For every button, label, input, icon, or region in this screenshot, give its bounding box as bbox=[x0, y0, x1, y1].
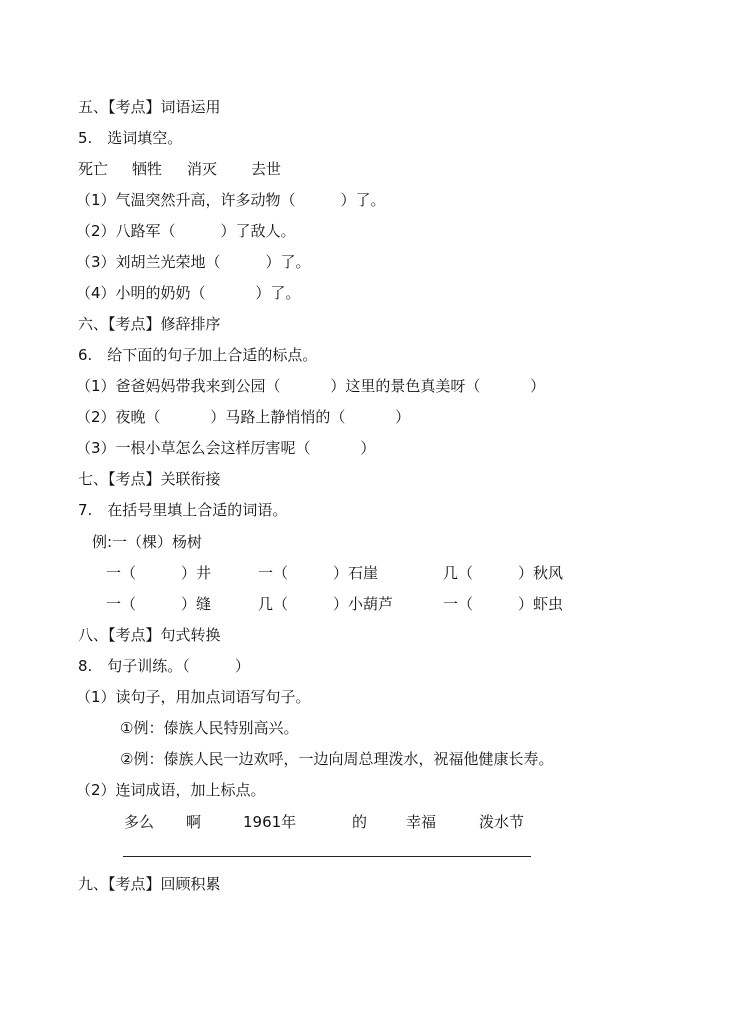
section-5-title: 五、【考点】词语运用 bbox=[78, 98, 221, 116]
q8-word-6: 泼水节 bbox=[479, 813, 525, 831]
question-7: 7. 在括号里填上合适的词语。 bbox=[78, 501, 288, 519]
q5-item-1: （1）气温突然升高，许多动物（ ）了。 bbox=[76, 191, 386, 209]
q8-word-3: 1961年 bbox=[243, 813, 297, 831]
question-5: 5. 选词填空。 bbox=[78, 129, 183, 147]
q6-item-1: （1）爸爸妈妈带我来到公园（ ）这里的景色真美呀（ ） bbox=[76, 377, 546, 395]
word-choice-2: 牺牲 bbox=[132, 160, 163, 178]
q8-part-1: （1）读句子，用加点词语写句子。 bbox=[76, 688, 311, 706]
q7-row1-item-2: 一（ ）石崖 bbox=[258, 564, 379, 582]
q8-example-2: ②例：傣族人民一边欢呼，一边向周总理泼水，祝福他健康长寿。 bbox=[120, 750, 554, 768]
q6-item-2: （2）夜晚（ ）马路上静悄悄的（ ） bbox=[76, 408, 411, 426]
answer-line[interactable] bbox=[123, 856, 531, 857]
q8-word-5: 幸福 bbox=[406, 813, 437, 831]
q5-item-3: （3）刘胡兰光荣地（ ）了。 bbox=[76, 253, 311, 271]
q8-word-4: 的 bbox=[352, 813, 368, 831]
q7-row1-item-1: 一（ ）井 bbox=[106, 564, 212, 582]
q8-word-2: 啊 bbox=[186, 813, 202, 831]
section-7-title: 七、【考点】关联衔接 bbox=[78, 470, 221, 488]
section-6-title: 六、【考点】修辞排序 bbox=[78, 315, 221, 333]
q7-row2-item-3: 一（ ）虾虫 bbox=[443, 595, 564, 613]
question-8: 8. 句子训练。（ ） bbox=[78, 657, 250, 675]
q8-part-2: （2）连词成语，加上标点。 bbox=[76, 781, 266, 799]
q5-item-4: （4）小明的奶奶（ ）了。 bbox=[76, 284, 301, 302]
q7-example: 例:一（棵）杨树 bbox=[92, 533, 203, 551]
q8-example-1: ①例：傣族人民特别高兴。 bbox=[120, 719, 299, 737]
word-choice-1: 死亡 bbox=[78, 160, 109, 178]
q8-word-1: 多么 bbox=[124, 813, 155, 831]
q7-row2-item-1: 一（ ）缝 bbox=[106, 595, 212, 613]
q7-row1-item-3: 几（ ）秋风 bbox=[443, 564, 564, 582]
section-9-title: 九、【考点】回顾积累 bbox=[78, 875, 221, 893]
word-choice-3: 消灭 bbox=[187, 160, 218, 178]
q7-row2-item-2: 几（ ）小葫芦 bbox=[258, 595, 394, 613]
q6-item-3: （3）一根小草怎么会这样厉害呢（ ） bbox=[76, 439, 376, 457]
q5-item-2: （2）八路军（ ）了敌人。 bbox=[76, 222, 296, 240]
question-6: 6. 给下面的句子加上合适的标点。 bbox=[78, 346, 318, 364]
section-8-title: 八、【考点】句式转换 bbox=[78, 626, 221, 644]
word-choice-4: 去世 bbox=[251, 160, 282, 178]
